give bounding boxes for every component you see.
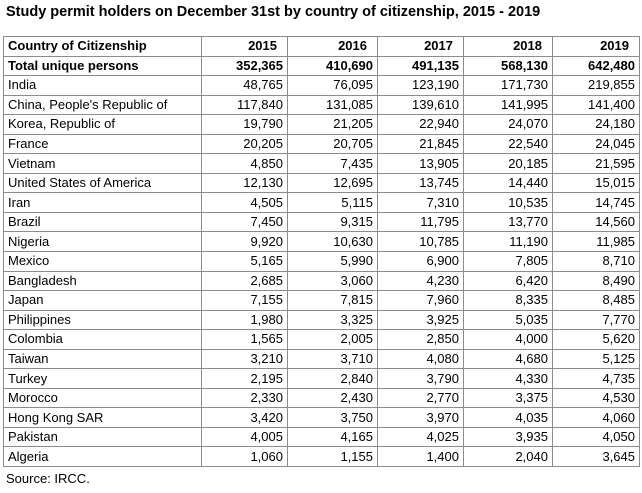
table-row xyxy=(4,310,640,330)
value-cell: 3,750 xyxy=(288,408,378,428)
value-cell: 3,060 xyxy=(288,271,378,291)
value-cell: 20,705 xyxy=(288,134,378,154)
value-cell: 5,165 xyxy=(202,252,288,272)
value-cell: 2,005 xyxy=(288,330,378,350)
table-row xyxy=(4,115,640,135)
country-cell: Korea, Republic of xyxy=(4,115,202,135)
country-cell: India xyxy=(4,76,202,96)
value-cell: 8,710 xyxy=(553,252,640,272)
value-cell: 117,840 xyxy=(202,95,288,115)
table-row xyxy=(4,388,640,408)
value-cell: 7,310 xyxy=(378,193,464,213)
column-header-2018: 2018 xyxy=(464,37,553,57)
value-cell: 10,630 xyxy=(288,232,378,252)
value-cell: 7,770 xyxy=(553,310,640,330)
value-cell: 20,185 xyxy=(464,154,553,174)
column-header-2019: 2019 xyxy=(553,37,640,57)
value-cell: 4,000 xyxy=(464,330,553,350)
table-row xyxy=(4,134,640,154)
total-value: 491,135 xyxy=(378,56,464,76)
value-cell: 1,400 xyxy=(378,447,464,467)
total-value: 642,480 xyxy=(553,56,640,76)
total-value: 352,365 xyxy=(202,56,288,76)
value-cell: 2,840 xyxy=(288,369,378,389)
country-cell: Brazil xyxy=(4,212,202,232)
country-cell: Turkey xyxy=(4,369,202,389)
column-header-2016: 2016 xyxy=(288,37,378,57)
country-cell: Algeria xyxy=(4,447,202,467)
table-row xyxy=(4,349,640,369)
value-cell: 2,195 xyxy=(202,369,288,389)
value-cell: 9,315 xyxy=(288,212,378,232)
column-header-2015: 2015 xyxy=(202,37,288,57)
table-row xyxy=(4,252,640,272)
value-cell: 22,940 xyxy=(378,115,464,135)
country-cell: Pakistan xyxy=(4,427,202,447)
country-cell: France xyxy=(4,134,202,154)
table-row xyxy=(4,291,640,311)
value-cell: 2,685 xyxy=(202,271,288,291)
country-cell: Mexico xyxy=(4,252,202,272)
country-cell: United States of America xyxy=(4,173,202,193)
value-cell: 8,490 xyxy=(553,271,640,291)
country-cell: Vietnam xyxy=(4,154,202,174)
value-cell: 4,530 xyxy=(553,388,640,408)
table-row xyxy=(4,369,640,389)
value-cell: 4,735 xyxy=(553,369,640,389)
value-cell: 7,805 xyxy=(464,252,553,272)
value-cell: 13,770 xyxy=(464,212,553,232)
country-cell: Japan xyxy=(4,291,202,311)
value-cell: 3,970 xyxy=(378,408,464,428)
total-label: Total unique persons xyxy=(4,56,202,76)
value-cell: 4,060 xyxy=(553,408,640,428)
value-cell: 3,790 xyxy=(378,369,464,389)
value-cell: 1,155 xyxy=(288,447,378,467)
value-cell: 7,815 xyxy=(288,291,378,311)
country-cell: Iran xyxy=(4,193,202,213)
value-cell: 141,400 xyxy=(553,95,640,115)
value-cell: 6,420 xyxy=(464,271,553,291)
total-row xyxy=(4,56,640,76)
value-cell: 20,205 xyxy=(202,134,288,154)
value-cell: 8,485 xyxy=(553,291,640,311)
header-row xyxy=(4,37,640,57)
value-cell: 4,165 xyxy=(288,427,378,447)
country-cell: China, People's Republic of xyxy=(4,95,202,115)
value-cell: 5,620 xyxy=(553,330,640,350)
value-cell: 2,770 xyxy=(378,388,464,408)
value-cell: 22,540 xyxy=(464,134,553,154)
value-cell: 21,205 xyxy=(288,115,378,135)
value-cell: 24,180 xyxy=(553,115,640,135)
country-cell: Bangladesh xyxy=(4,271,202,291)
value-cell: 14,560 xyxy=(553,212,640,232)
value-cell: 3,710 xyxy=(288,349,378,369)
value-cell: 4,005 xyxy=(202,427,288,447)
table-row xyxy=(4,271,640,291)
value-cell: 4,680 xyxy=(464,349,553,369)
value-cell: 7,960 xyxy=(378,291,464,311)
table-body xyxy=(4,56,640,466)
value-cell: 3,645 xyxy=(553,447,640,467)
value-cell: 3,420 xyxy=(202,408,288,428)
value-cell: 19,790 xyxy=(202,115,288,135)
value-cell: 24,045 xyxy=(553,134,640,154)
value-cell: 1,060 xyxy=(202,447,288,467)
country-cell: Colombia xyxy=(4,330,202,350)
value-cell: 5,990 xyxy=(288,252,378,272)
value-cell: 4,505 xyxy=(202,193,288,213)
table-row xyxy=(4,212,640,232)
value-cell: 3,325 xyxy=(288,310,378,330)
value-cell: 14,745 xyxy=(553,193,640,213)
value-cell: 12,695 xyxy=(288,173,378,193)
value-cell: 1,980 xyxy=(202,310,288,330)
value-cell: 4,025 xyxy=(378,427,464,447)
value-cell: 3,375 xyxy=(464,388,553,408)
value-cell: 3,925 xyxy=(378,310,464,330)
value-cell: 4,330 xyxy=(464,369,553,389)
value-cell: 4,850 xyxy=(202,154,288,174)
table-row xyxy=(4,173,640,193)
value-cell: 2,430 xyxy=(288,388,378,408)
value-cell: 48,765 xyxy=(202,76,288,96)
table-title: Study permit holders on December 31st by country of citizenship, 2015 - 2019 xyxy=(6,4,541,20)
value-cell: 21,845 xyxy=(378,134,464,154)
value-cell: 10,785 xyxy=(378,232,464,252)
value-cell: 6,900 xyxy=(378,252,464,272)
value-cell: 2,330 xyxy=(202,388,288,408)
table-row xyxy=(4,95,640,115)
value-cell: 7,435 xyxy=(288,154,378,174)
value-cell: 3,210 xyxy=(202,349,288,369)
table-row xyxy=(4,447,640,467)
value-cell: 131,085 xyxy=(288,95,378,115)
column-header-country: Country of Citizenship xyxy=(4,37,202,57)
country-cell: Philippines xyxy=(4,310,202,330)
table-row xyxy=(4,232,640,252)
value-cell: 10,535 xyxy=(464,193,553,213)
country-cell: Nigeria xyxy=(4,232,202,252)
table-row xyxy=(4,330,640,350)
total-value: 568,130 xyxy=(464,56,553,76)
value-cell: 12,130 xyxy=(202,173,288,193)
table-row xyxy=(4,427,640,447)
value-cell: 5,115 xyxy=(288,193,378,213)
value-cell: 1,565 xyxy=(202,330,288,350)
total-value: 410,690 xyxy=(288,56,378,76)
value-cell: 11,795 xyxy=(378,212,464,232)
value-cell: 24,070 xyxy=(464,115,553,135)
value-cell: 11,985 xyxy=(553,232,640,252)
value-cell: 11,190 xyxy=(464,232,553,252)
value-cell: 4,080 xyxy=(378,349,464,369)
value-cell: 139,610 xyxy=(378,95,464,115)
table-row xyxy=(4,154,640,174)
value-cell: 76,095 xyxy=(288,76,378,96)
value-cell: 7,450 xyxy=(202,212,288,232)
source-note: Source: IRCC. xyxy=(6,471,90,486)
column-header-2017: 2017 xyxy=(378,37,464,57)
country-cell: Hong Kong SAR xyxy=(4,408,202,428)
table-row xyxy=(4,193,640,213)
value-cell: 219,855 xyxy=(553,76,640,96)
table-row xyxy=(4,76,640,96)
value-cell: 5,035 xyxy=(464,310,553,330)
value-cell: 4,035 xyxy=(464,408,553,428)
value-cell: 9,920 xyxy=(202,232,288,252)
value-cell: 171,730 xyxy=(464,76,553,96)
value-cell: 13,745 xyxy=(378,173,464,193)
value-cell: 8,335 xyxy=(464,291,553,311)
value-cell: 14,440 xyxy=(464,173,553,193)
value-cell: 2,040 xyxy=(464,447,553,467)
value-cell: 141,995 xyxy=(464,95,553,115)
value-cell: 7,155 xyxy=(202,291,288,311)
value-cell: 4,230 xyxy=(378,271,464,291)
value-cell: 15,015 xyxy=(553,173,640,193)
table-row xyxy=(4,408,640,428)
country-cell: Taiwan xyxy=(4,349,202,369)
study-permit-table xyxy=(3,36,640,467)
country-cell: Morocco xyxy=(4,388,202,408)
value-cell: 4,050 xyxy=(553,427,640,447)
value-cell: 123,190 xyxy=(378,76,464,96)
value-cell: 13,905 xyxy=(378,154,464,174)
value-cell: 5,125 xyxy=(553,349,640,369)
value-cell: 3,935 xyxy=(464,427,553,447)
value-cell: 2,850 xyxy=(378,330,464,350)
value-cell: 21,595 xyxy=(553,154,640,174)
